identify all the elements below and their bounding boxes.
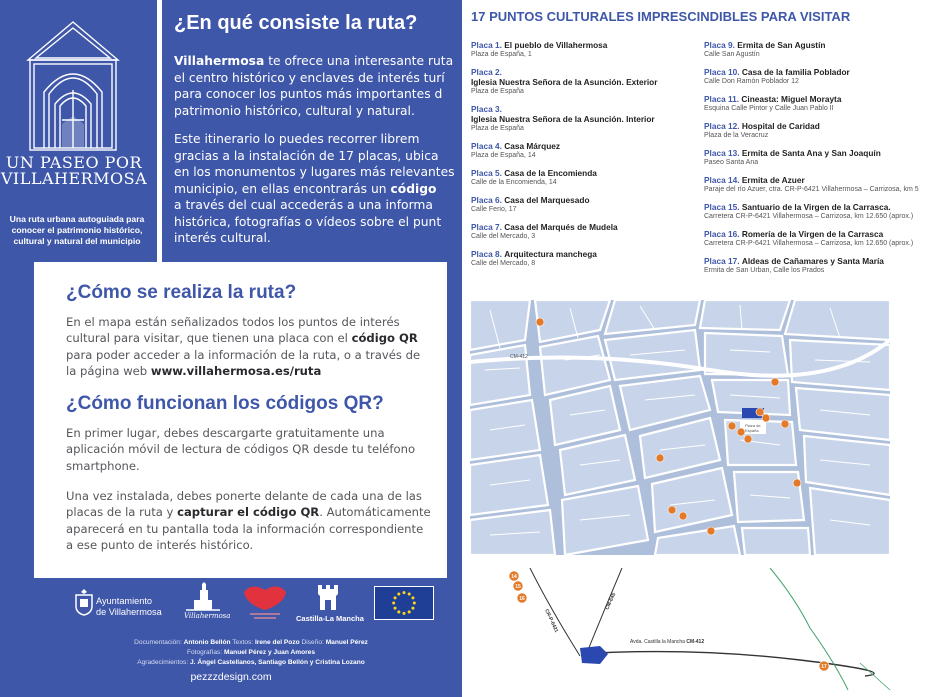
mini-map-avenue-label — [630, 639, 704, 645]
card-line: . Automáticamente — [319, 505, 431, 520]
placa-address: Esquina Calle Pintor y Calle Juan Pablo II — [704, 105, 834, 112]
list-item — [704, 67, 924, 86]
list-item — [704, 229, 924, 248]
marker-number: 14 — [511, 574, 517, 580]
placa-label: Placa 8. — [471, 249, 502, 259]
qr-paragraph-1 — [66, 425, 447, 474]
credit-value: Manuel Pérez — [325, 639, 368, 646]
card-line: Una vez instalada, debes ponerte delante de cada una de las — [66, 489, 422, 504]
placa-name: Ermita de San Agustín — [737, 40, 826, 50]
card-line: para poder acceder a la información de la ruta, o a través de — [66, 347, 421, 362]
placa-label: Placa 13. — [704, 148, 740, 158]
card-line: smartphone. — [66, 458, 140, 473]
intro-paragraph-1 — [174, 53, 462, 119]
placa-label: Placa 12. — [704, 121, 740, 131]
placa-label: Placa 7. — [471, 222, 502, 232]
credits-line-2 — [86, 648, 416, 658]
placa-label: Placa 17. — [704, 256, 740, 266]
placas-list-right — [704, 40, 924, 283]
capture-qr-bold: capturar el código QR — [177, 505, 320, 520]
placa-name: El pueblo de Villahermosa — [504, 40, 608, 50]
how-qr-heading: ¿Cómo funcionan los códigos QR? — [66, 393, 384, 415]
list-item — [471, 168, 691, 187]
credit-label: Diseño: — [299, 639, 326, 646]
avenue-text: Avda. Castilla la Mancha — [630, 639, 687, 645]
intro-p2-line: municipio, en ellas encontrarás un — [174, 181, 391, 196]
placa-address: Plaza de España — [471, 88, 524, 95]
placa-name: Ermita de Azuer — [741, 175, 805, 185]
mini-map-road-label: CM-645 — [604, 592, 618, 611]
credits-line-1 — [86, 638, 416, 648]
list-item — [704, 121, 924, 140]
intro-p1-line: te ofrece una interesante ruta — [268, 54, 454, 68]
map-marker[interactable] — [656, 454, 664, 462]
list-item — [704, 94, 924, 113]
red-heart-logo-icon — [240, 582, 290, 626]
ayto-line2: de Villahermosa — [96, 607, 162, 617]
placa-name: Casa de la Encomienda — [504, 168, 597, 178]
list-item — [471, 67, 691, 96]
placa-label: Placa 4. — [471, 141, 502, 151]
ayto-line1: Ayuntamiento — [96, 596, 153, 606]
intro-p2-line: histórica, fotografías o vídeos sobre el punt — [174, 214, 442, 229]
town-map[interactable] — [470, 300, 890, 555]
placa-label: Placa 14. — [704, 175, 740, 185]
plaza-label: Plaza de — [745, 423, 761, 428]
intro-p2-line: a través del cual accederás a una informa — [174, 198, 433, 212]
placa-label: Placa 3. — [471, 104, 502, 114]
list-item — [471, 222, 691, 241]
how-route-paragraph — [66, 314, 447, 379]
placa-name: Romería de la Virgen de la Carrasca — [741, 229, 884, 239]
how-route-heading: ¿Cómo se realiza la ruta? — [66, 282, 297, 303]
credit-label: Textos: — [230, 639, 255, 646]
intro-bold-name: Villahermosa — [174, 54, 265, 68]
map-marker[interactable] — [707, 527, 715, 535]
logo-title-line1: UN PASEO POR — [5, 153, 143, 172]
intro-p1-line: para conocer los puntos más importantes d — [174, 87, 443, 101]
placa-address: Ermita de San Urban, Calle los Prados — [704, 267, 825, 274]
map-marker[interactable] — [737, 428, 745, 436]
placa-label: Placa 6. — [471, 195, 502, 205]
placa-name: Arquitectura manchega — [504, 249, 597, 259]
left-panel — [0, 0, 462, 697]
placa-label: Placa 2. — [471, 67, 502, 77]
placa-address: Carretera CR-P-6421 Villahermosa – Carrizosa, km 12.650 (aprox.) — [704, 240, 914, 247]
town-map-graphic — [470, 300, 890, 555]
placa-name: Casa de la familia Poblador — [741, 67, 850, 77]
placa-address: Calle Don Ramón Poblador 12 — [704, 78, 799, 85]
list-item — [704, 148, 924, 167]
card-line: placas de la ruta y — [66, 505, 178, 520]
map-marker[interactable] — [679, 512, 687, 520]
intro-p2-line: en los monumentos y lugares más relevantes — [174, 165, 455, 179]
sponsor-logos — [0, 580, 462, 630]
credits-line-3 — [86, 658, 416, 668]
card-line: aparecerá en tu pantalla toda la información correspondiente — [66, 521, 424, 536]
regional-map[interactable] — [470, 568, 915, 694]
credit-value: Manuel Pérez y Juan Amores — [224, 649, 316, 656]
credit-value: Antonio Bellón — [183, 639, 231, 646]
intro-p2-line: interés cultural. — [174, 231, 271, 245]
right-panel — [462, 0, 927, 697]
website-link[interactable]: www.villahermosa.es/ruta — [150, 363, 322, 378]
placa-name: Santuario de la Virgen de la Carrasca. — [741, 202, 891, 212]
villahermosa-logo-text: Villahermosa — [184, 612, 231, 620]
points-title: 17 PUNTOS CULTURALES IMPRESCINDIBLES PARA VISITAR — [471, 9, 851, 24]
placa-name: Casa del Marquesado — [504, 195, 590, 205]
coat-of-arms-icon — [74, 588, 94, 616]
credits — [86, 638, 416, 668]
card-line: En el mapa están señalizados todos los puntos de interés — [66, 315, 400, 329]
intro-p2-line: Este itinerario lo puedes recorrer librem — [174, 132, 420, 146]
placa-label: Placa 5. — [471, 168, 502, 178]
qr-paragraph-2 — [66, 488, 447, 553]
placa-name: Hospital de Caridad — [741, 121, 820, 131]
list-item — [704, 175, 924, 194]
list-item — [471, 104, 691, 133]
map-marker[interactable] — [728, 422, 736, 430]
map-marker[interactable] — [762, 414, 770, 422]
list-item — [704, 202, 924, 221]
eu-stars-icon — [375, 587, 433, 619]
placa-address: Calle del Mercado, 3 — [471, 233, 536, 240]
placa-name: Ermita de Santa Ana y San Joaquín — [741, 148, 881, 158]
placa-name: Aldeas de Cañamares y Santa María — [741, 256, 884, 266]
placas-list-left — [471, 40, 691, 276]
placa-label: Placa 1. — [471, 40, 502, 50]
placa-address: Plaza de España, 1 — [471, 51, 532, 58]
card-line: cultural para visitar, que tienen una placa con el — [66, 331, 352, 346]
placa-name: Iglesia Nuestra Señora de la Asunción. Interior — [471, 114, 655, 124]
placa-address: Carretera CR-P-6421 Villahermosa – Carrizosa, km 12.650 (aprox.) — [704, 213, 914, 220]
list-item — [471, 40, 691, 59]
list-item — [471, 195, 691, 214]
ayuntamiento-logo — [74, 586, 174, 626]
map-marker[interactable] — [536, 318, 544, 326]
designer-website[interactable]: pezzzdesign.com — [190, 671, 272, 683]
placa-address: Plaza de España, 14 — [471, 152, 536, 159]
map-marker[interactable] — [668, 506, 676, 514]
marker-number: 15 — [515, 584, 521, 590]
placa-address: Calle del Mercado, 8 — [471, 260, 536, 267]
intro-p1-line: el centro histórico y enclaves de interés turí — [174, 70, 445, 85]
intro-section — [162, 0, 462, 262]
list-item — [704, 256, 924, 275]
credit-label: Agradecimientos: — [137, 659, 190, 666]
plaza-label: España — [745, 428, 759, 433]
placa-address: Plaza de España — [471, 125, 524, 132]
placa-label: Placa 10. — [704, 67, 740, 77]
map-marker[interactable] — [793, 479, 801, 487]
list-item — [471, 249, 691, 268]
placa-address: Calle San Agustín — [704, 51, 760, 58]
map-marker[interactable] — [756, 408, 764, 416]
how-it-works-card — [34, 262, 447, 578]
placa-label: Placa 15. — [704, 202, 740, 212]
card-line: la página web — [66, 363, 151, 378]
placa-label: Placa 11. — [704, 94, 740, 104]
intro-bold-code: código — [390, 181, 437, 196]
eu-flag — [374, 586, 434, 620]
clm-logo-text: Castilla-La Mancha — [296, 614, 364, 623]
qr-bold: código QR — [351, 331, 418, 346]
intro-heading: ¿En qué consiste la ruta? — [174, 12, 418, 34]
intro-p1-line: patrimonio histórico, cultural y natural. — [174, 103, 415, 118]
placa-label: Placa 9. — [704, 40, 735, 50]
placa-address: Paseo Santa Ana — [704, 159, 759, 166]
card-line: aplicación móvil de lectura de códigos QR desde tu teléfono — [66, 442, 416, 457]
placa-name: Iglesia Nuestra Señora de la Asunción. Exterior — [471, 77, 658, 87]
marker-number: 16 — [519, 596, 525, 602]
credit-value: Irene del Pozo — [254, 639, 300, 646]
map-marker[interactable] — [771, 378, 779, 386]
placa-label: Placa 16. — [704, 229, 740, 239]
intro-paragraph-2 — [174, 131, 462, 247]
placa-name: Casa Márquez — [504, 141, 561, 151]
placa-address: Calle Ferio, 17 — [471, 206, 517, 213]
card-line: En primer lugar, debes descargarte gratuitamente una — [66, 426, 385, 441]
church-logo-icon — [22, 20, 124, 152]
placa-address: Plaza de la Veracruz — [704, 132, 769, 139]
logo-area — [0, 0, 157, 262]
map-marker[interactable] — [744, 435, 752, 443]
placa-address: Calle de la Encomienda, 14 — [471, 179, 557, 186]
credit-label: Fotografías: — [186, 649, 224, 656]
placa-address: Paraje del río Azuer, ctra. CR-P-6421 Villahermosa – Carrizosa, km 5 — [704, 186, 919, 193]
logo-tagline: Una ruta urbana autoguiada para conocer el patrimonio histórico, cultural y natural del municipio — [9, 214, 145, 246]
map-road-label: CM-412 — [510, 354, 528, 360]
logo-title-line2: VILLAHERMOSA — [0, 169, 148, 188]
credit-label: Documentación: — [134, 639, 184, 646]
list-item — [471, 141, 691, 160]
mini-map-road-label: CR-P-6421 — [543, 608, 560, 634]
list-item — [704, 40, 924, 59]
placa-name: Casa del Marqués de Mudela — [504, 222, 618, 232]
marker-number: 17 — [821, 664, 827, 670]
card-line: a ese punto de interés histórico. — [66, 537, 254, 552]
map-marker[interactable] — [781, 420, 789, 428]
avenue-road: CM-412 — [686, 639, 705, 645]
credit-value: J. Ángel Castellanos, Santiago Bellón y Cristina Lozano — [190, 659, 365, 666]
intro-p2-line: gracias a la instalación de 17 placas, ubica — [174, 148, 439, 163]
placa-name: Cineasta: Miguel Morayta — [741, 94, 842, 104]
